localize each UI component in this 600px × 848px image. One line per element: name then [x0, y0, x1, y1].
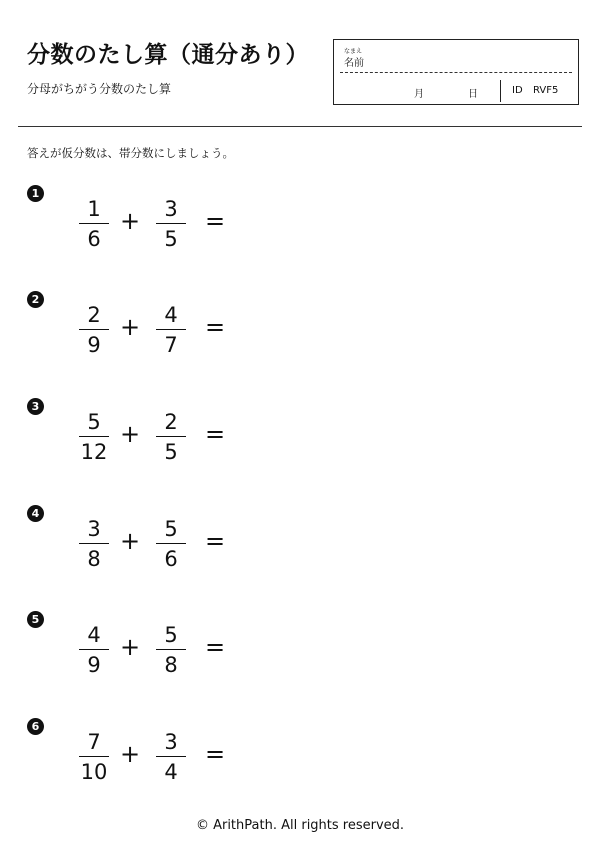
fraction-b	[151, 729, 191, 785]
numerator: 3	[164, 197, 178, 221]
numerator: 5	[87, 410, 101, 434]
fraction-bar	[79, 329, 109, 330]
equals-sign: =	[205, 313, 226, 341]
denominator: 9	[87, 653, 101, 677]
problem-6	[0, 718, 600, 798]
problem-3	[0, 398, 600, 478]
worksheet-title: 分数のたし算（通分あり）	[27, 42, 309, 68]
numerator: 1	[87, 197, 101, 221]
id-label: ID	[512, 85, 523, 96]
fraction-b	[151, 622, 191, 678]
id-value: RVF5	[533, 85, 559, 96]
numerator: 2	[87, 303, 101, 327]
month-label: 月	[414, 89, 424, 100]
problem-number-badge: 4	[27, 505, 44, 522]
equals-sign: =	[205, 527, 226, 555]
denominator: 8	[87, 547, 101, 571]
name-date-box	[333, 39, 579, 105]
id-divider	[500, 80, 501, 102]
name-furigana: なまえ	[344, 48, 363, 55]
problem-4	[0, 505, 600, 585]
numerator: 5	[164, 623, 178, 647]
equals-sign: =	[205, 740, 226, 768]
plus-sign: +	[120, 740, 141, 768]
problem-5	[0, 611, 600, 691]
fraction-b	[151, 409, 191, 465]
plus-sign: +	[120, 633, 141, 661]
problem-number-badge: 6	[27, 718, 44, 735]
denominator: 6	[164, 547, 178, 571]
fraction-bar	[79, 223, 109, 224]
numerator: 4	[164, 303, 178, 327]
fraction-a	[74, 196, 114, 252]
numerator: 4	[87, 623, 101, 647]
fraction-a	[74, 729, 114, 785]
numerator: 5	[164, 517, 178, 541]
fraction-bar	[156, 329, 186, 330]
fraction-bar	[156, 649, 186, 650]
denominator: 5	[164, 227, 178, 251]
fraction-bar	[156, 756, 186, 757]
denominator: 12	[80, 440, 108, 464]
denominator: 7	[164, 333, 178, 357]
instruction-text: 答えが仮分数は、帯分数にしましょう。	[27, 146, 234, 160]
fraction-bar	[156, 543, 186, 544]
denominator: 6	[87, 227, 101, 251]
denominator: 5	[164, 440, 178, 464]
denominator: 9	[87, 333, 101, 357]
fraction-bar	[79, 756, 109, 757]
denominator: 10	[80, 760, 108, 784]
plus-sign: +	[120, 420, 141, 448]
plus-sign: +	[120, 207, 141, 235]
header-divider	[18, 126, 582, 127]
numerator: 3	[87, 517, 101, 541]
fraction-a	[74, 302, 114, 358]
fraction-b	[151, 196, 191, 252]
denominator: 8	[164, 653, 178, 677]
problem-1	[0, 185, 600, 265]
problem-number-badge: 2	[27, 291, 44, 308]
problem-2	[0, 291, 600, 371]
problem-number-badge: 3	[27, 398, 44, 415]
fraction-a	[74, 409, 114, 465]
problem-number-badge: 5	[27, 611, 44, 628]
fraction-bar	[79, 649, 109, 650]
plus-sign: +	[120, 527, 141, 555]
problem-number-badge: 1	[27, 185, 44, 202]
numerator: 7	[87, 730, 101, 754]
numerator: 3	[164, 730, 178, 754]
numerator: 2	[164, 410, 178, 434]
day-label: 日	[468, 89, 478, 100]
equals-sign: =	[205, 420, 226, 448]
fraction-bar	[156, 223, 186, 224]
fraction-b	[151, 302, 191, 358]
equals-sign: =	[205, 633, 226, 661]
name-dotted-line	[340, 72, 572, 73]
fraction-bar	[156, 436, 186, 437]
name-label: 名前	[344, 58, 364, 69]
equals-sign: =	[205, 207, 226, 235]
fraction-a	[74, 622, 114, 678]
plus-sign: +	[120, 313, 141, 341]
copyright-footer: © ArithPath. All rights reserved.	[195, 818, 405, 833]
worksheet-subtitle: 分母がちがう分数のたし算	[27, 82, 172, 96]
fraction-b	[151, 516, 191, 572]
fraction-bar	[79, 436, 109, 437]
fraction-a	[74, 516, 114, 572]
fraction-bar	[79, 543, 109, 544]
denominator: 4	[164, 760, 178, 784]
